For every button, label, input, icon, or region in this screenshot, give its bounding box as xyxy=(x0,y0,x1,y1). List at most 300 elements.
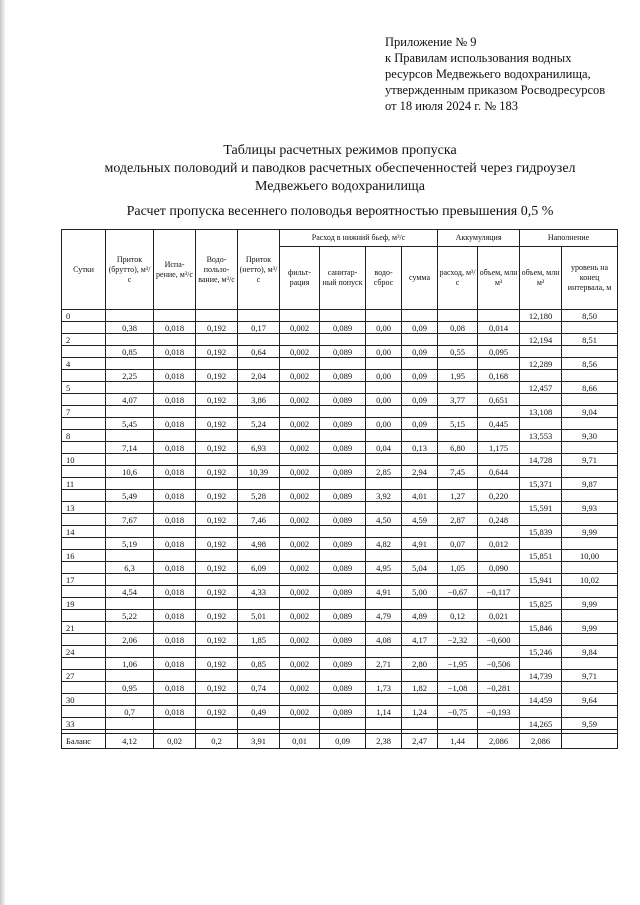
cell-empty xyxy=(238,574,280,586)
cell-acc-rate: 3,77 xyxy=(438,394,478,406)
cell-evaporation: 0,018 xyxy=(154,346,196,358)
cell-empty xyxy=(478,334,520,346)
cell-evaporation: 0,018 xyxy=(154,634,196,646)
cell-empty xyxy=(562,706,618,718)
cell-empty xyxy=(196,622,238,634)
table-row-day xyxy=(62,382,618,394)
cell-empty xyxy=(62,322,106,334)
cell-inflow-net: 7,46 xyxy=(238,514,280,526)
table-row-day xyxy=(62,358,618,370)
cell-empty xyxy=(320,358,366,370)
cell-empty xyxy=(62,490,106,502)
cell-empty xyxy=(520,370,562,382)
cell-empty xyxy=(478,718,520,730)
cell-empty xyxy=(478,406,520,418)
cell-sanitary: 0,089 xyxy=(320,634,366,646)
cell-fill-volume: 12,289 xyxy=(520,358,562,370)
cell-empty xyxy=(402,598,438,610)
cell-empty xyxy=(238,382,280,394)
cell-empty xyxy=(478,478,520,490)
cell-empty xyxy=(438,478,478,490)
cell-empty xyxy=(106,622,154,634)
cell-empty xyxy=(154,694,196,706)
cell-empty xyxy=(438,670,478,682)
cell-empty xyxy=(106,358,154,370)
cell-empty xyxy=(402,718,438,730)
cell-sanitary: 0,089 xyxy=(320,586,366,598)
cell-day: 33 xyxy=(62,718,106,730)
cell-water-use: 0,192 xyxy=(196,634,238,646)
cell-water-use: 0,192 xyxy=(196,466,238,478)
cell-fill-volume: 15,846 xyxy=(520,622,562,634)
cell-inflow-gross: 2,06 xyxy=(106,634,154,646)
cell-empty xyxy=(280,382,320,394)
cell-day: 0 xyxy=(62,310,106,322)
cell-empty xyxy=(366,526,402,538)
cell-empty xyxy=(520,490,562,502)
cell-empty xyxy=(366,670,402,682)
cell-spillway: 2,85 xyxy=(366,466,402,478)
cell-inflow-gross: 7,67 xyxy=(106,514,154,526)
table-row-interval xyxy=(62,562,618,574)
cell-empty xyxy=(520,658,562,670)
cell-inflow-net: 4,98 xyxy=(238,538,280,550)
table-row-day xyxy=(62,526,618,538)
cell-fill-level: 9,71 xyxy=(562,454,618,466)
cell-inflow-gross: 5,49 xyxy=(106,490,154,502)
cell-empty xyxy=(320,550,366,562)
header-fill-volume: объем, млн м³ xyxy=(520,247,562,310)
cell-empty xyxy=(62,370,106,382)
cell-inflow-gross: 0,38 xyxy=(106,322,154,334)
cell-empty xyxy=(438,406,478,418)
cell-sanitary: 0,089 xyxy=(320,610,366,622)
cell-empty xyxy=(478,382,520,394)
cell-empty xyxy=(106,550,154,562)
cell-empty xyxy=(438,526,478,538)
cell-fill-level: 9,59 xyxy=(562,718,618,730)
cell-inflow-gross: 6,3 xyxy=(106,562,154,574)
cell-empty xyxy=(478,430,520,442)
cell-empty xyxy=(520,346,562,358)
cell-fill-level: 9,99 xyxy=(562,598,618,610)
cell-empty xyxy=(196,574,238,586)
cell-fill-volume: 15,839 xyxy=(520,526,562,538)
cell-water-use: 0,192 xyxy=(196,658,238,670)
cell-fill-volume: 15,851 xyxy=(520,550,562,562)
cell-empty xyxy=(320,382,366,394)
cell-fill-level: 10,02 xyxy=(562,574,618,586)
cell-inflow-net: 5,28 xyxy=(238,490,280,502)
cell-sanitary: 0,089 xyxy=(320,346,366,358)
header-inflow-net: Приток (нетто), м³/с xyxy=(238,230,280,310)
cell-empty xyxy=(154,526,196,538)
cell-empty xyxy=(62,538,106,550)
cell-spillway: 0,00 xyxy=(366,418,402,430)
cell-water-use: 0,192 xyxy=(196,562,238,574)
cell-day: 14 xyxy=(62,526,106,538)
cell-fill-level: 8,50 xyxy=(562,310,618,322)
cell-empty xyxy=(238,502,280,514)
cell-fill-level: 9,87 xyxy=(562,478,618,490)
cell-empty xyxy=(402,334,438,346)
cell-fill-volume: 15,371 xyxy=(520,478,562,490)
table-row-interval xyxy=(62,658,618,670)
cell-fill-volume: 15,246 xyxy=(520,646,562,658)
cell-empty xyxy=(62,682,106,694)
cell-fill-volume: 12,180 xyxy=(520,310,562,322)
header-group-accumulation: Аккумуляция xyxy=(438,230,520,247)
cell-empty xyxy=(402,550,438,562)
table-row-day xyxy=(62,502,618,514)
cell-acc-volume: 0,095 xyxy=(478,346,520,358)
cell-empty xyxy=(154,334,196,346)
cell-acc-rate: 0,12 xyxy=(438,610,478,622)
appendix-line: от 18 июля 2024 г. № 183 xyxy=(385,99,519,113)
cell-fill-level: 9,84 xyxy=(562,646,618,658)
cell-sum: 0,13 xyxy=(402,442,438,454)
cell-fill-volume: 14,459 xyxy=(520,694,562,706)
table-row-interval xyxy=(62,514,618,526)
table-row-interval xyxy=(62,418,618,430)
cell-water-use: 0,192 xyxy=(196,322,238,334)
cell-empty xyxy=(106,670,154,682)
cell-empty xyxy=(478,526,520,538)
cell-empty xyxy=(402,646,438,658)
cell-inflow-gross: 7,14 xyxy=(106,442,154,454)
cell-empty xyxy=(238,430,280,442)
cell-inflow-gross: 4,07 xyxy=(106,394,154,406)
cell-water-use: 0,192 xyxy=(196,682,238,694)
cell-empty xyxy=(562,370,618,382)
cell-empty xyxy=(562,634,618,646)
cell-filtration: 0,002 xyxy=(280,370,320,382)
cell-sum: 2,94 xyxy=(402,466,438,478)
cell-empty xyxy=(106,382,154,394)
cell-empty xyxy=(62,514,106,526)
cell-empty xyxy=(280,454,320,466)
cell-fill-level: 9,99 xyxy=(562,622,618,634)
cell-empty xyxy=(196,382,238,394)
cell-empty xyxy=(562,682,618,694)
cell-inflow-net: 6,09 xyxy=(238,562,280,574)
cell-empty xyxy=(154,310,196,322)
cell-water-use: 0,192 xyxy=(196,610,238,622)
cell-empty xyxy=(320,526,366,538)
cell-empty xyxy=(562,538,618,550)
cell-sum: 5,00 xyxy=(402,586,438,598)
cell-spillway: 1,14 xyxy=(366,706,402,718)
cell-empty xyxy=(106,694,154,706)
table-row-day xyxy=(62,454,618,466)
cell-empty xyxy=(238,622,280,634)
cell-day: 30 xyxy=(62,694,106,706)
cell-empty xyxy=(154,574,196,586)
cell-empty xyxy=(562,442,618,454)
cell-empty xyxy=(478,694,520,706)
cell-sanitary: 0,089 xyxy=(320,466,366,478)
cell-inflow-gross: 2,25 xyxy=(106,370,154,382)
cell-empty xyxy=(366,382,402,394)
cell-empty xyxy=(366,718,402,730)
cell-empty xyxy=(562,562,618,574)
cell-empty xyxy=(62,442,106,454)
cell-filtration: 0,002 xyxy=(280,394,320,406)
cell-fill-level: 9,93 xyxy=(562,502,618,514)
cell-empty xyxy=(238,646,280,658)
cell-balance-value: 2,086 xyxy=(478,734,520,749)
cell-day: 16 xyxy=(62,550,106,562)
cell-empty xyxy=(402,358,438,370)
cell-evaporation: 0,018 xyxy=(154,610,196,622)
cell-acc-rate: 0,07 xyxy=(438,538,478,550)
cell-inflow-net: 0,49 xyxy=(238,706,280,718)
cell-acc-volume: 0,445 xyxy=(478,418,520,430)
cell-inflow-net: 3,86 xyxy=(238,394,280,406)
table-row-day xyxy=(62,622,618,634)
cell-spillway: 0,04 xyxy=(366,442,402,454)
cell-sanitary: 0,089 xyxy=(320,658,366,670)
header-acc-volume: объем, млн м³ xyxy=(478,247,520,310)
cell-fill-volume: 14,739 xyxy=(520,670,562,682)
cell-empty xyxy=(438,550,478,562)
cell-empty xyxy=(562,346,618,358)
cell-spillway: 1,73 xyxy=(366,682,402,694)
cell-fill-volume: 14,265 xyxy=(520,718,562,730)
cell-acc-rate: −0,67 xyxy=(438,586,478,598)
cell-empty xyxy=(280,526,320,538)
cell-fill-volume: 15,591 xyxy=(520,502,562,514)
title-line: Таблицы расчетных режимов пропуска xyxy=(223,143,457,158)
cell-evaporation: 0,018 xyxy=(154,370,196,382)
cell-empty xyxy=(62,610,106,622)
table-row-balance xyxy=(62,734,618,749)
cell-acc-volume: 0,220 xyxy=(478,490,520,502)
cell-empty xyxy=(402,502,438,514)
cell-empty xyxy=(196,310,238,322)
cell-inflow-gross: 0,95 xyxy=(106,682,154,694)
cell-sanitary: 0,089 xyxy=(320,418,366,430)
cell-empty xyxy=(366,358,402,370)
cell-empty xyxy=(238,358,280,370)
cell-empty xyxy=(562,658,618,670)
cell-empty xyxy=(520,706,562,718)
cell-evaporation: 0,018 xyxy=(154,706,196,718)
cell-sum: 4,89 xyxy=(402,610,438,622)
cell-inflow-gross: 5,45 xyxy=(106,418,154,430)
cell-spillway: 4,50 xyxy=(366,514,402,526)
cell-inflow-net: 6,93 xyxy=(238,442,280,454)
cell-empty xyxy=(196,598,238,610)
cell-empty xyxy=(366,502,402,514)
cell-empty xyxy=(438,574,478,586)
cell-spillway: 3,92 xyxy=(366,490,402,502)
table-row-day xyxy=(62,430,618,442)
cell-balance-label: Баланс xyxy=(62,734,106,749)
table-row-day xyxy=(62,646,618,658)
cell-empty xyxy=(402,454,438,466)
cell-empty xyxy=(366,454,402,466)
cell-evaporation: 0,018 xyxy=(154,490,196,502)
cell-empty xyxy=(62,586,106,598)
cell-sum: 0,09 xyxy=(402,346,438,358)
cell-inflow-gross: 10,6 xyxy=(106,466,154,478)
cell-spillway: 0,00 xyxy=(366,322,402,334)
cell-empty xyxy=(366,334,402,346)
cell-sanitary: 0,089 xyxy=(320,682,366,694)
table-row-interval xyxy=(62,394,618,406)
cell-spillway: 0,00 xyxy=(366,370,402,382)
cell-empty xyxy=(402,526,438,538)
header-fill-level: уровень на конец интервала, м xyxy=(562,247,618,310)
cell-sum: 1,82 xyxy=(402,682,438,694)
cell-empty xyxy=(280,430,320,442)
cell-sum: 0,09 xyxy=(402,394,438,406)
cell-empty xyxy=(280,574,320,586)
cell-empty xyxy=(280,310,320,322)
cell-empty xyxy=(562,466,618,478)
cell-balance-value: 0,2 xyxy=(196,734,238,749)
cell-empty xyxy=(154,430,196,442)
cell-empty xyxy=(478,358,520,370)
cell-balance-value: 0,02 xyxy=(154,734,196,749)
cell-inflow-gross: 1,06 xyxy=(106,658,154,670)
cell-fill-level: 9,04 xyxy=(562,406,618,418)
cell-empty xyxy=(320,502,366,514)
cell-empty xyxy=(438,382,478,394)
cell-empty xyxy=(106,598,154,610)
cell-sum: 4,59 xyxy=(402,514,438,526)
cell-evaporation: 0,018 xyxy=(154,514,196,526)
cell-day: 2 xyxy=(62,334,106,346)
cell-empty xyxy=(320,670,366,682)
cell-fill-volume: 13,108 xyxy=(520,406,562,418)
cell-inflow-gross: 0,85 xyxy=(106,346,154,358)
title-line: модельных половодий и паводков расчетных обеспеченностей через гидроузел xyxy=(104,161,576,176)
cell-acc-rate: −1,95 xyxy=(438,658,478,670)
cell-acc-rate: 5,15 xyxy=(438,418,478,430)
cell-acc-volume: 0,014 xyxy=(478,322,520,334)
cell-empty xyxy=(154,550,196,562)
cell-water-use: 0,192 xyxy=(196,442,238,454)
cell-sanitary: 0,089 xyxy=(320,514,366,526)
cell-inflow-net: 5,01 xyxy=(238,610,280,622)
cell-empty xyxy=(280,718,320,730)
cell-empty xyxy=(438,310,478,322)
cell-empty xyxy=(402,670,438,682)
cell-acc-rate: 6,80 xyxy=(438,442,478,454)
header-day: Сутки xyxy=(62,230,106,310)
cell-empty xyxy=(154,598,196,610)
cell-empty xyxy=(478,310,520,322)
header-filtration: фильт-рация xyxy=(280,247,320,310)
cell-empty xyxy=(238,670,280,682)
cell-spillway: 4,08 xyxy=(366,634,402,646)
cell-sanitary: 0,089 xyxy=(320,538,366,550)
cell-day: 17 xyxy=(62,574,106,586)
cell-empty xyxy=(478,502,520,514)
table-row-interval xyxy=(62,610,618,622)
cell-sum: 4,01 xyxy=(402,490,438,502)
table-row-day xyxy=(62,310,618,322)
cell-water-use: 0,192 xyxy=(196,538,238,550)
cell-empty xyxy=(238,334,280,346)
cell-empty xyxy=(520,322,562,334)
cell-empty xyxy=(366,478,402,490)
cell-evaporation: 0,018 xyxy=(154,586,196,598)
cell-acc-volume: 0,012 xyxy=(478,538,520,550)
cell-empty xyxy=(280,406,320,418)
cell-sum: 0,09 xyxy=(402,418,438,430)
cell-empty xyxy=(320,310,366,322)
cell-water-use: 0,192 xyxy=(196,490,238,502)
cell-sanitary: 0,089 xyxy=(320,394,366,406)
table-row-interval xyxy=(62,370,618,382)
cell-fill-level: 8,66 xyxy=(562,382,618,394)
cell-sum: 4,17 xyxy=(402,634,438,646)
cell-empty xyxy=(280,670,320,682)
cell-acc-volume: 0,644 xyxy=(478,466,520,478)
cell-fill-volume: 12,194 xyxy=(520,334,562,346)
cell-empty xyxy=(154,358,196,370)
cell-acc-rate: 7,45 xyxy=(438,466,478,478)
cell-evaporation: 0,018 xyxy=(154,658,196,670)
cell-empty xyxy=(320,478,366,490)
cell-inflow-net: 0,74 xyxy=(238,682,280,694)
cell-empty xyxy=(402,574,438,586)
cell-sum: 1,24 xyxy=(402,706,438,718)
cell-balance-value: 3,91 xyxy=(238,734,280,749)
cell-fill-volume: 13,553 xyxy=(520,430,562,442)
cell-water-use: 0,192 xyxy=(196,370,238,382)
cell-filtration: 0,002 xyxy=(280,490,320,502)
cell-sanitary: 0,089 xyxy=(320,370,366,382)
cell-evaporation: 0,018 xyxy=(154,394,196,406)
cell-inflow-net: 0,17 xyxy=(238,322,280,334)
cell-inflow-gross: 0,7 xyxy=(106,706,154,718)
cell-empty xyxy=(562,610,618,622)
cell-filtration: 0,002 xyxy=(280,466,320,478)
cell-empty xyxy=(320,598,366,610)
cell-acc-volume: −0,193 xyxy=(478,706,520,718)
cell-empty xyxy=(62,706,106,718)
table-row-interval xyxy=(62,322,618,334)
cell-filtration: 0,002 xyxy=(280,538,320,550)
cell-empty xyxy=(196,358,238,370)
cell-empty xyxy=(62,466,106,478)
cell-empty xyxy=(238,406,280,418)
cell-fill-level: 9,71 xyxy=(562,670,618,682)
cell-empty xyxy=(106,526,154,538)
cell-water-use: 0,192 xyxy=(196,418,238,430)
page-edge-shadow xyxy=(0,0,6,905)
cell-empty xyxy=(62,658,106,670)
cell-empty xyxy=(438,430,478,442)
appendix-line: Приложение № 9 xyxy=(385,35,477,49)
cell-empty xyxy=(402,430,438,442)
cell-empty xyxy=(478,454,520,466)
cell-empty xyxy=(280,478,320,490)
cell-acc-rate: −2,32 xyxy=(438,634,478,646)
cell-empty xyxy=(106,430,154,442)
cell-empty xyxy=(154,670,196,682)
cell-empty xyxy=(106,454,154,466)
table-row-day xyxy=(62,718,618,730)
cell-sum: 5,04 xyxy=(402,562,438,574)
table-body xyxy=(62,310,618,749)
cell-water-use: 0,192 xyxy=(196,586,238,598)
cell-empty xyxy=(280,334,320,346)
